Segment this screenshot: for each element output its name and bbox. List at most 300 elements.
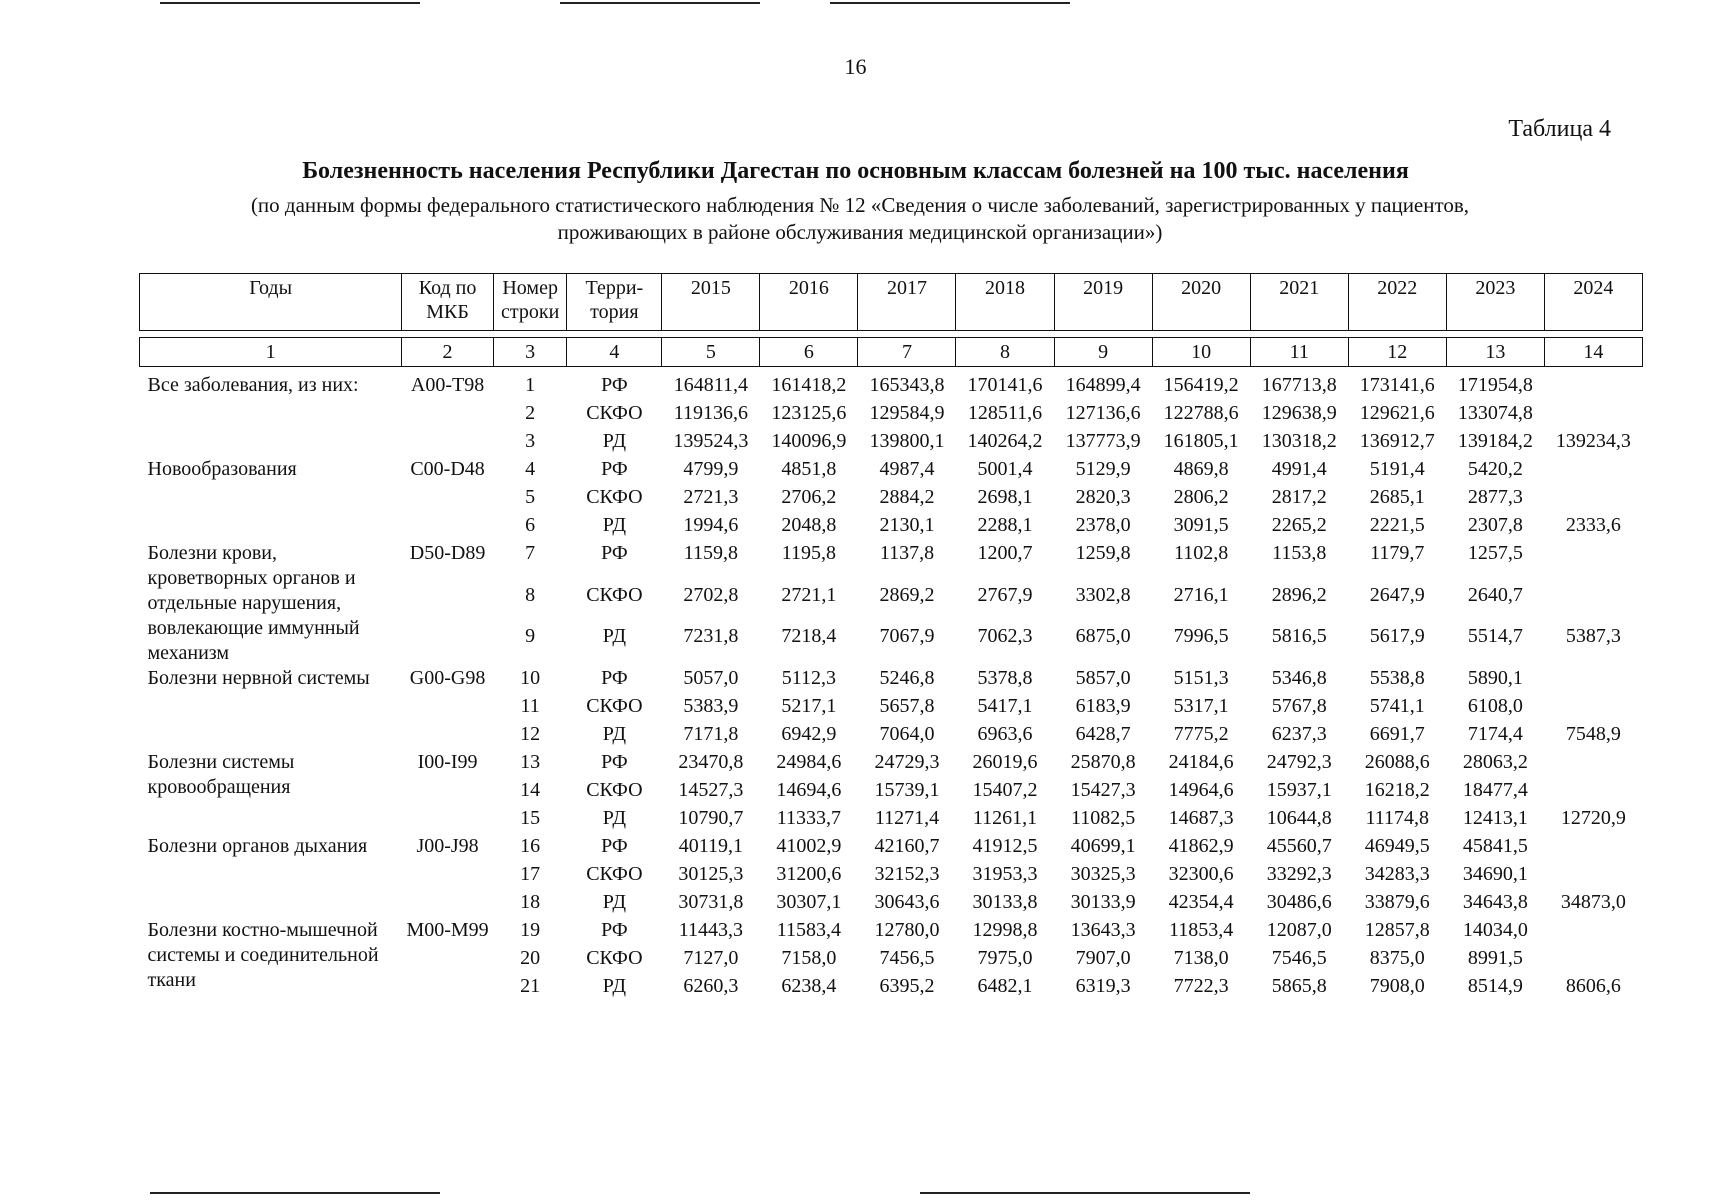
value-cell: 11261,1 <box>972 807 1038 829</box>
value-cell <box>1544 778 1642 806</box>
value-cell: 11174,8 <box>1365 807 1430 829</box>
header-year: 2015 <box>662 274 760 331</box>
value-cell: 30133,8 <box>972 891 1038 913</box>
territory: СКФО <box>586 947 643 969</box>
column-number: 11 <box>1250 338 1348 367</box>
value-cell: 10790,7 <box>678 807 744 829</box>
territory: РФ <box>601 751 628 773</box>
territory: РФ <box>601 458 628 480</box>
value-cell: 1179,7 <box>1370 542 1425 564</box>
column-number: 4 <box>567 338 662 367</box>
scan-edge-line <box>150 1192 440 1194</box>
row-number: 5 <box>525 486 536 508</box>
value-cell: 6108,0 <box>1467 695 1523 717</box>
value-cell: 7231,8 <box>683 625 739 648</box>
value-cell: 2130,1 <box>879 514 935 536</box>
value-cell: 30307,1 <box>776 891 842 913</box>
value-cell: 1102,8 <box>1174 542 1229 564</box>
value-cell: 2698,1 <box>977 486 1033 508</box>
header-year: 2023 <box>1446 274 1544 331</box>
value-cell: 5617,9 <box>1369 625 1425 648</box>
territory: РД <box>602 891 626 913</box>
value-cell: 6482,1 <box>977 975 1033 997</box>
value-cell: 15937,1 <box>1266 779 1332 801</box>
value-cell <box>1544 457 1642 485</box>
value-cell: 15739,1 <box>874 779 940 801</box>
value-cell: 7138,0 <box>1173 947 1229 969</box>
row-number: 8 <box>525 583 536 606</box>
value-cell: 2702,8 <box>683 583 739 606</box>
header-year: 2021 <box>1250 274 1348 331</box>
value-cell: 173141,6 <box>1359 374 1435 396</box>
value-cell: 46949,5 <box>1364 835 1430 857</box>
value-cell: 7062,3 <box>977 625 1033 648</box>
subtitle-line: проживающих в районе обслуживания медицинской организации») <box>557 220 1163 244</box>
value-cell: 5657,8 <box>879 695 935 717</box>
value-cell: 4799,9 <box>683 458 739 480</box>
value-cell: 7907,0 <box>1075 947 1131 969</box>
value-cell <box>1544 485 1642 513</box>
value-cell: 5112,3 <box>781 667 837 689</box>
value-cell: 130318,2 <box>1261 430 1337 452</box>
territory: СКФО <box>586 402 643 424</box>
column-number: 10 <box>1152 338 1250 367</box>
value-cell: 14527,3 <box>678 779 744 801</box>
value-cell: 5217,1 <box>781 695 837 717</box>
value-cell: 15407,2 <box>972 779 1038 801</box>
value-cell: 12998,8 <box>972 919 1038 941</box>
value-cell: 32300,6 <box>1168 863 1234 885</box>
value-cell: 18477,4 <box>1462 779 1528 801</box>
value-cell: 31200,6 <box>776 863 842 885</box>
icd-code: C00-D48 <box>410 458 485 480</box>
territory: РД <box>602 430 626 452</box>
scan-edge-line <box>160 2 420 4</box>
column-number: 9 <box>1054 338 1152 367</box>
row-number: 11 <box>520 695 540 717</box>
value-cell: 6183,9 <box>1075 695 1131 717</box>
value-cell: 2721,3 <box>683 486 739 508</box>
row-number: 9 <box>525 625 536 648</box>
value-cell: 2820,3 <box>1075 486 1131 508</box>
value-cell: 32152,3 <box>874 863 940 885</box>
column-number: 1 <box>140 338 402 367</box>
value-cell: 2884,2 <box>879 486 935 508</box>
disease-class-name: Новообразования <box>147 458 297 480</box>
value-cell: 1153,8 <box>1272 542 1327 564</box>
header-row-number: Номер строки <box>493 274 567 331</box>
value-cell: 2716,1 <box>1173 583 1229 606</box>
value-cell <box>1544 946 1642 974</box>
value-cell: 34643,8 <box>1462 891 1528 913</box>
column-number-row <box>140 338 1643 367</box>
value-cell: 23470,8 <box>678 751 744 773</box>
value-cell: 4851,8 <box>781 458 837 480</box>
value-cell: 139184,2 <box>1457 430 1533 452</box>
row-number: 7 <box>525 542 536 564</box>
value-cell: 11333,7 <box>776 807 842 829</box>
value-cell: 139524,3 <box>673 430 749 452</box>
territory: РФ <box>601 374 628 396</box>
value-cell: 164811,4 <box>673 374 748 396</box>
value-cell <box>1544 666 1642 694</box>
value-cell: 25870,8 <box>1070 751 1136 773</box>
value-cell: 14034,0 <box>1462 919 1528 941</box>
value-cell: 7548,9 <box>1565 723 1621 745</box>
value-cell: 1137,8 <box>879 542 935 564</box>
value-cell: 164899,4 <box>1065 374 1141 396</box>
value-cell: 12720,9 <box>1560 807 1626 829</box>
value-cell: 2869,2 <box>879 583 935 606</box>
territory: РД <box>602 625 626 648</box>
value-cell: 13643,3 <box>1070 919 1136 941</box>
value-cell: 34690,1 <box>1462 863 1528 885</box>
value-cell: 15427,3 <box>1070 779 1136 801</box>
value-cell: 31953,3 <box>972 863 1038 885</box>
value-cell: 7996,5 <box>1173 625 1229 648</box>
value-cell: 7218,4 <box>781 625 837 648</box>
value-cell: 119136,6 <box>673 402 748 424</box>
value-cell: 122788,6 <box>1163 402 1239 424</box>
value-cell: 6428,7 <box>1075 723 1131 745</box>
value-cell: 24792,3 <box>1266 751 1332 773</box>
subtitle-line: (по данным формы федерального статистического наблюдения № 12 «Сведения о числе заболеваний, зарегистрированных у пациентов, <box>250 193 1470 217</box>
value-cell: 14964,6 <box>1168 779 1234 801</box>
value-cell: 45560,7 <box>1266 835 1332 857</box>
header-years: Годы <box>140 274 402 331</box>
header-icd-code: Код по МКБ <box>402 274 494 331</box>
value-cell: 11443,3 <box>678 919 743 941</box>
table-body <box>140 373 1643 1002</box>
column-number: 2 <box>402 338 494 367</box>
value-cell: 6319,3 <box>1075 975 1131 997</box>
value-cell: 5741,1 <box>1369 695 1425 717</box>
value-cell: 41912,5 <box>972 835 1038 857</box>
value-cell: 40699,1 <box>1070 835 1136 857</box>
header-year: 2022 <box>1348 274 1446 331</box>
value-cell <box>1544 862 1642 890</box>
value-cell: 165343,8 <box>869 374 945 396</box>
value-cell: 41002,9 <box>776 835 842 857</box>
value-cell: 5129,9 <box>1075 458 1131 480</box>
value-cell: 136912,7 <box>1359 430 1435 452</box>
value-cell: 2806,2 <box>1173 486 1229 508</box>
value-cell: 1195,8 <box>781 542 837 564</box>
value-cell: 8991,5 <box>1467 947 1523 969</box>
value-cell: 16218,2 <box>1364 779 1430 801</box>
header-year: 2020 <box>1152 274 1250 331</box>
value-cell: 2767,9 <box>977 583 1033 606</box>
row-number: 21 <box>520 975 541 997</box>
value-cell: 167713,8 <box>1261 374 1337 396</box>
value-cell: 6691,7 <box>1369 723 1425 745</box>
table-row <box>140 541 1643 583</box>
value-cell: 1259,8 <box>1075 542 1131 564</box>
column-number: 13 <box>1446 338 1544 367</box>
value-cell: 161805,1 <box>1163 430 1239 452</box>
value-cell: 1200,7 <box>977 542 1033 564</box>
value-cell: 137773,9 <box>1065 430 1141 452</box>
value-cell: 161418,2 <box>771 374 847 396</box>
column-number: 6 <box>760 338 858 367</box>
icd-code: D50-D89 <box>409 542 486 564</box>
value-cell: 45841,5 <box>1462 835 1528 857</box>
value-cell: 2685,1 <box>1369 486 1425 508</box>
value-cell: 128511,6 <box>967 402 1043 424</box>
value-cell: 5001,4 <box>977 458 1033 480</box>
territory: РФ <box>601 542 628 564</box>
value-cell: 139800,1 <box>869 430 945 452</box>
value-cell: 7975,0 <box>977 947 1033 969</box>
row-number: 1 <box>525 374 536 396</box>
value-cell: 2265,2 <box>1271 514 1327 536</box>
value-cell: 140264,2 <box>967 430 1043 452</box>
value-cell: 30133,9 <box>1070 891 1136 913</box>
value-cell: 12413,1 <box>1462 807 1528 829</box>
row-number: 6 <box>525 514 536 536</box>
row-number: 19 <box>520 919 541 941</box>
territory: РФ <box>601 667 628 689</box>
table-title: Болезненность населения Республики Дагестан по основным классам болезней на 100 тыс. населения <box>302 158 1409 184</box>
value-cell: 4991,4 <box>1271 458 1327 480</box>
row-number: 18 <box>520 891 541 913</box>
territory: РФ <box>601 919 628 941</box>
row-number: 16 <box>520 835 541 857</box>
value-cell: 24984,6 <box>776 751 842 773</box>
header-year: 2019 <box>1054 274 1152 331</box>
value-cell: 5890,1 <box>1467 667 1523 689</box>
header-year: 2018 <box>956 274 1054 331</box>
column-number: 12 <box>1348 338 1446 367</box>
value-cell: 11583,4 <box>776 919 842 941</box>
header-year: 2016 <box>760 274 858 331</box>
row-number: 4 <box>525 458 536 480</box>
value-cell: 6237,3 <box>1271 723 1327 745</box>
column-number: 7 <box>858 338 956 367</box>
value-cell: 34873,0 <box>1560 891 1626 913</box>
column-number: 5 <box>662 338 760 367</box>
value-cell: 7456,5 <box>879 947 935 969</box>
value-cell: 33879,6 <box>1364 891 1430 913</box>
value-cell: 11271,4 <box>874 807 940 829</box>
value-cell <box>1544 918 1642 946</box>
value-cell: 11082,5 <box>1070 807 1136 829</box>
value-cell: 2896,2 <box>1271 583 1327 606</box>
value-cell: 2333,6 <box>1565 514 1621 536</box>
value-cell: 7171,8 <box>683 723 739 745</box>
icd-code: J00-J98 <box>416 835 479 857</box>
value-cell: 127136,6 <box>1065 402 1141 424</box>
value-cell: 7546,5 <box>1271 947 1327 969</box>
value-cell: 5767,8 <box>1271 695 1327 717</box>
value-cell: 5346,8 <box>1271 667 1327 689</box>
icd-code: A00-T98 <box>410 374 485 396</box>
territory: СКФО <box>586 779 643 801</box>
header-territory: Терри-тория <box>567 274 662 331</box>
table-row <box>140 834 1643 862</box>
territory: СКФО <box>586 863 643 885</box>
value-cell: 2877,3 <box>1467 486 1523 508</box>
scan-edge-line <box>920 1192 1250 1194</box>
value-cell: 4869,8 <box>1173 458 1229 480</box>
value-cell: 12780,0 <box>874 919 940 941</box>
value-cell: 2307,8 <box>1467 514 1523 536</box>
row-number: 10 <box>520 667 541 689</box>
value-cell: 30731,8 <box>678 891 744 913</box>
disease-class-name: Болезни нервной системы <box>147 667 370 689</box>
header-year: 2024 <box>1544 274 1642 331</box>
value-cell: 6260,3 <box>683 975 739 997</box>
value-cell: 12857,8 <box>1364 919 1430 941</box>
territory: СКФО <box>586 486 643 508</box>
value-cell: 8606,6 <box>1565 975 1621 997</box>
value-cell: 10644,8 <box>1266 807 1332 829</box>
value-cell: 5191,4 <box>1369 458 1425 480</box>
value-cell: 40119,1 <box>678 835 743 857</box>
value-cell: 2640,7 <box>1467 583 1523 606</box>
value-cell: 6942,9 <box>781 723 837 745</box>
table-row <box>140 666 1643 694</box>
row-number: 13 <box>520 751 541 773</box>
header-row <box>140 274 1643 331</box>
value-cell: 12087,0 <box>1266 919 1332 941</box>
disease-class-name: Все заболевания, из них: <box>147 374 359 396</box>
value-cell: 5420,2 <box>1467 458 1523 480</box>
row-number: 15 <box>520 807 541 829</box>
value-cell: 5857,0 <box>1075 667 1131 689</box>
header-year: 2017 <box>858 274 956 331</box>
value-cell: 26088,6 <box>1364 751 1430 773</box>
value-cell: 1994,6 <box>683 514 739 536</box>
value-cell: 6395,2 <box>879 975 935 997</box>
value-cell: 2647,9 <box>1369 583 1425 606</box>
value-cell: 5417,1 <box>977 695 1033 717</box>
disease-class-name: Болезни системы кровообращения <box>147 751 295 798</box>
page-number: 16 <box>844 54 867 79</box>
column-number: 14 <box>1544 338 1642 367</box>
territory: СКФО <box>586 583 643 606</box>
value-cell: 6238,4 <box>781 975 837 997</box>
value-cell: 30325,3 <box>1070 863 1136 885</box>
value-cell: 7722,3 <box>1173 975 1229 997</box>
value-cell: 4987,4 <box>879 458 935 480</box>
scan-edge-line <box>560 2 760 4</box>
value-cell: 42354,4 <box>1168 891 1234 913</box>
value-cell <box>1544 373 1642 401</box>
value-cell: 7174,4 <box>1467 723 1523 745</box>
icd-code: M00-M99 <box>406 919 489 941</box>
value-cell: 24729,3 <box>874 751 940 773</box>
value-cell: 1159,8 <box>683 542 738 564</box>
value-cell: 129584,9 <box>869 402 945 424</box>
value-cell: 7775,2 <box>1173 723 1229 745</box>
value-cell: 3091,5 <box>1173 514 1229 536</box>
scan-edge-line <box>830 2 1070 4</box>
value-cell: 5378,8 <box>977 667 1033 689</box>
value-cell: 8375,0 <box>1369 947 1425 969</box>
value-cell: 5383,9 <box>683 695 739 717</box>
value-cell: 30643,6 <box>874 891 940 913</box>
territory: РД <box>602 975 626 997</box>
value-cell: 2288,1 <box>977 514 1033 536</box>
table-row <box>140 750 1643 778</box>
value-cell: 170141,6 <box>967 374 1043 396</box>
table-row <box>140 373 1643 401</box>
value-cell: 42160,7 <box>874 835 940 857</box>
morbidity-table <box>139 273 1643 1002</box>
value-cell: 123125,6 <box>771 402 847 424</box>
value-cell: 34283,3 <box>1364 863 1430 885</box>
value-cell <box>1544 541 1642 583</box>
value-cell: 5538,8 <box>1369 667 1425 689</box>
territory: РД <box>602 514 626 536</box>
column-number: 8 <box>956 338 1054 367</box>
value-cell: 5246,8 <box>879 667 935 689</box>
value-cell: 2706,2 <box>781 486 837 508</box>
value-cell: 3302,8 <box>1075 583 1131 606</box>
value-cell: 1257,5 <box>1467 542 1523 564</box>
value-cell: 5514,7 <box>1467 625 1523 648</box>
value-cell: 5151,3 <box>1173 667 1229 689</box>
value-cell: 30486,6 <box>1266 891 1332 913</box>
value-cell: 14687,3 <box>1168 807 1234 829</box>
row-number: 20 <box>520 947 541 969</box>
icd-code: G00-G98 <box>409 667 486 689</box>
disease-class-name: Болезни органов дыхания <box>147 835 368 857</box>
value-cell: 6875,0 <box>1075 625 1131 648</box>
row-number: 3 <box>525 430 536 452</box>
value-cell: 2378,0 <box>1075 514 1131 536</box>
value-cell: 129638,9 <box>1261 402 1337 424</box>
value-cell: 129621,6 <box>1359 402 1435 424</box>
value-cell: 2221,5 <box>1369 514 1425 536</box>
value-cell: 24184,6 <box>1168 751 1234 773</box>
value-cell <box>1544 750 1642 778</box>
row-number: 14 <box>520 779 541 801</box>
territory: РД <box>602 807 626 829</box>
territory: СКФО <box>586 695 643 717</box>
icd-code: I00-I99 <box>417 751 478 773</box>
value-cell: 156419,2 <box>1163 374 1239 396</box>
value-cell <box>1544 834 1642 862</box>
value-cell: 5317,1 <box>1173 695 1229 717</box>
disease-class-name: Болезни крови, кроветворных органов и отдельные нарушения, вовлекающие иммунный механизм <box>147 542 360 664</box>
value-cell: 30125,3 <box>678 863 744 885</box>
row-number: 2 <box>525 402 536 424</box>
column-number: 3 <box>493 338 567 367</box>
value-cell <box>1544 694 1642 722</box>
row-number: 12 <box>520 723 541 745</box>
value-cell: 33292,3 <box>1266 863 1332 885</box>
value-cell: 8514,9 <box>1467 975 1523 997</box>
value-cell: 11853,4 <box>1169 919 1234 941</box>
value-cell: 7158,0 <box>781 947 837 969</box>
table-label: Таблица 4 <box>1508 116 1611 142</box>
value-cell: 171954,8 <box>1457 374 1533 396</box>
value-cell: 7127,0 <box>683 947 739 969</box>
value-cell: 5865,8 <box>1271 975 1327 997</box>
value-cell: 139234,3 <box>1555 430 1631 452</box>
value-cell: 7064,0 <box>879 723 935 745</box>
value-cell <box>1544 401 1642 429</box>
territory: РД <box>602 723 626 745</box>
value-cell <box>1544 583 1642 625</box>
value-cell: 2721,1 <box>781 583 837 606</box>
value-cell: 28063,2 <box>1462 751 1528 773</box>
value-cell: 26019,6 <box>972 751 1038 773</box>
value-cell: 7067,9 <box>879 625 935 648</box>
value-cell: 5387,3 <box>1565 625 1621 648</box>
